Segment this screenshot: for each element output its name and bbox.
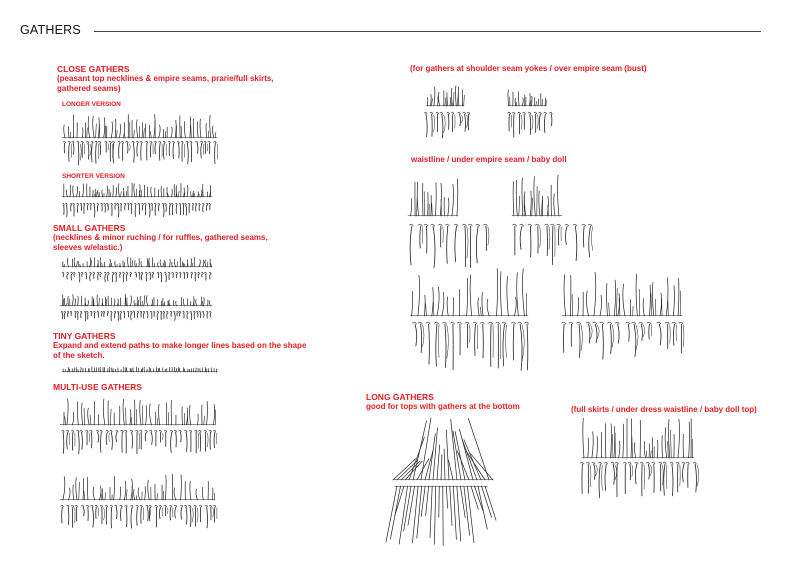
full-skirt-brush-top xyxy=(582,418,694,458)
longer-version-label: LONGER VERSION xyxy=(62,101,121,108)
tiny-gathers-brush xyxy=(62,367,217,372)
waist-brush-wide-left-top xyxy=(410,268,528,316)
full-skirts-caption: (full skirts / under dress waistline / baby doll top) xyxy=(571,405,757,414)
page-title: GATHERS xyxy=(20,23,81,37)
long-gathers-brush-top xyxy=(393,418,493,480)
waist-brush-left-bottom xyxy=(408,224,490,268)
waist-brush-wide-right-bottom xyxy=(560,322,686,360)
waist-brush-right-bottom xyxy=(512,224,594,268)
waist-brush-right-top xyxy=(512,172,562,216)
close-gathers-desc-2: gathered seams) xyxy=(57,84,121,93)
small-gathers-brush-3 xyxy=(60,294,212,306)
shoulder-brush-left-top xyxy=(426,86,464,106)
waistline-caption: waistline / under empire seam / baby doll xyxy=(411,155,567,164)
waist-brush-wide-left-bottom xyxy=(410,322,532,372)
multi-use-brush-2 xyxy=(60,430,218,454)
shoulder-brush-left-bottom xyxy=(424,112,472,138)
close-gathers-long-brush xyxy=(62,114,217,138)
multi-use-brush-1 xyxy=(60,397,215,425)
long-gathers-desc: good for tops with gathers at the bottom xyxy=(366,402,520,411)
shoulder-brush-right-bottom xyxy=(506,112,554,138)
long-gathers-brush-bottom xyxy=(386,486,496,546)
close-gathers-short-brush-2 xyxy=(62,203,212,217)
multi-use-brush-3 xyxy=(60,472,215,500)
multi-use-brush-4 xyxy=(60,505,218,529)
small-gathers-brush-2 xyxy=(62,272,212,282)
title-rule xyxy=(94,31,761,32)
tiny-gathers-desc-1: Expand and extend paths to make longer lines based on the shape xyxy=(53,341,307,350)
close-gathers-heading: CLOSE GATHERS xyxy=(57,64,130,74)
waist-brush-wide-right-top xyxy=(562,270,682,316)
full-skirt-brush-bottom xyxy=(580,462,698,498)
shoulder-yoke-caption: (for gathers at shoulder seam yokes / over empire seam (bust) xyxy=(410,64,647,73)
tiny-gathers-desc-2: of the sketch. xyxy=(53,351,105,360)
multi-use-gathers-heading: MULTI-USE GATHERS xyxy=(53,382,142,392)
small-gathers-desc-2: sleeves w/elastic.) xyxy=(53,243,123,252)
shorter-version-label: SHORTER VERSION xyxy=(62,173,125,180)
tiny-gathers-heading: TINY GATHERS xyxy=(53,331,116,341)
waist-brush-left-top xyxy=(408,172,458,216)
small-gathers-heading: SMALL GATHERS xyxy=(53,223,126,233)
small-gathers-desc-1: (necklines & minor ruching / for ruffles, gathered seams, xyxy=(53,233,268,242)
shoulder-brush-right-top xyxy=(508,86,546,106)
long-gathers-heading: LONG GATHERS xyxy=(366,392,434,402)
close-gathers-desc-1: (peasant top necklines & empire seams, prarie/full skirts, xyxy=(57,74,274,83)
close-gathers-long-brush-2 xyxy=(62,141,217,165)
close-gathers-short-brush xyxy=(62,183,212,197)
small-gathers-brush-4 xyxy=(60,311,212,321)
small-gathers-brush-1 xyxy=(62,257,212,267)
